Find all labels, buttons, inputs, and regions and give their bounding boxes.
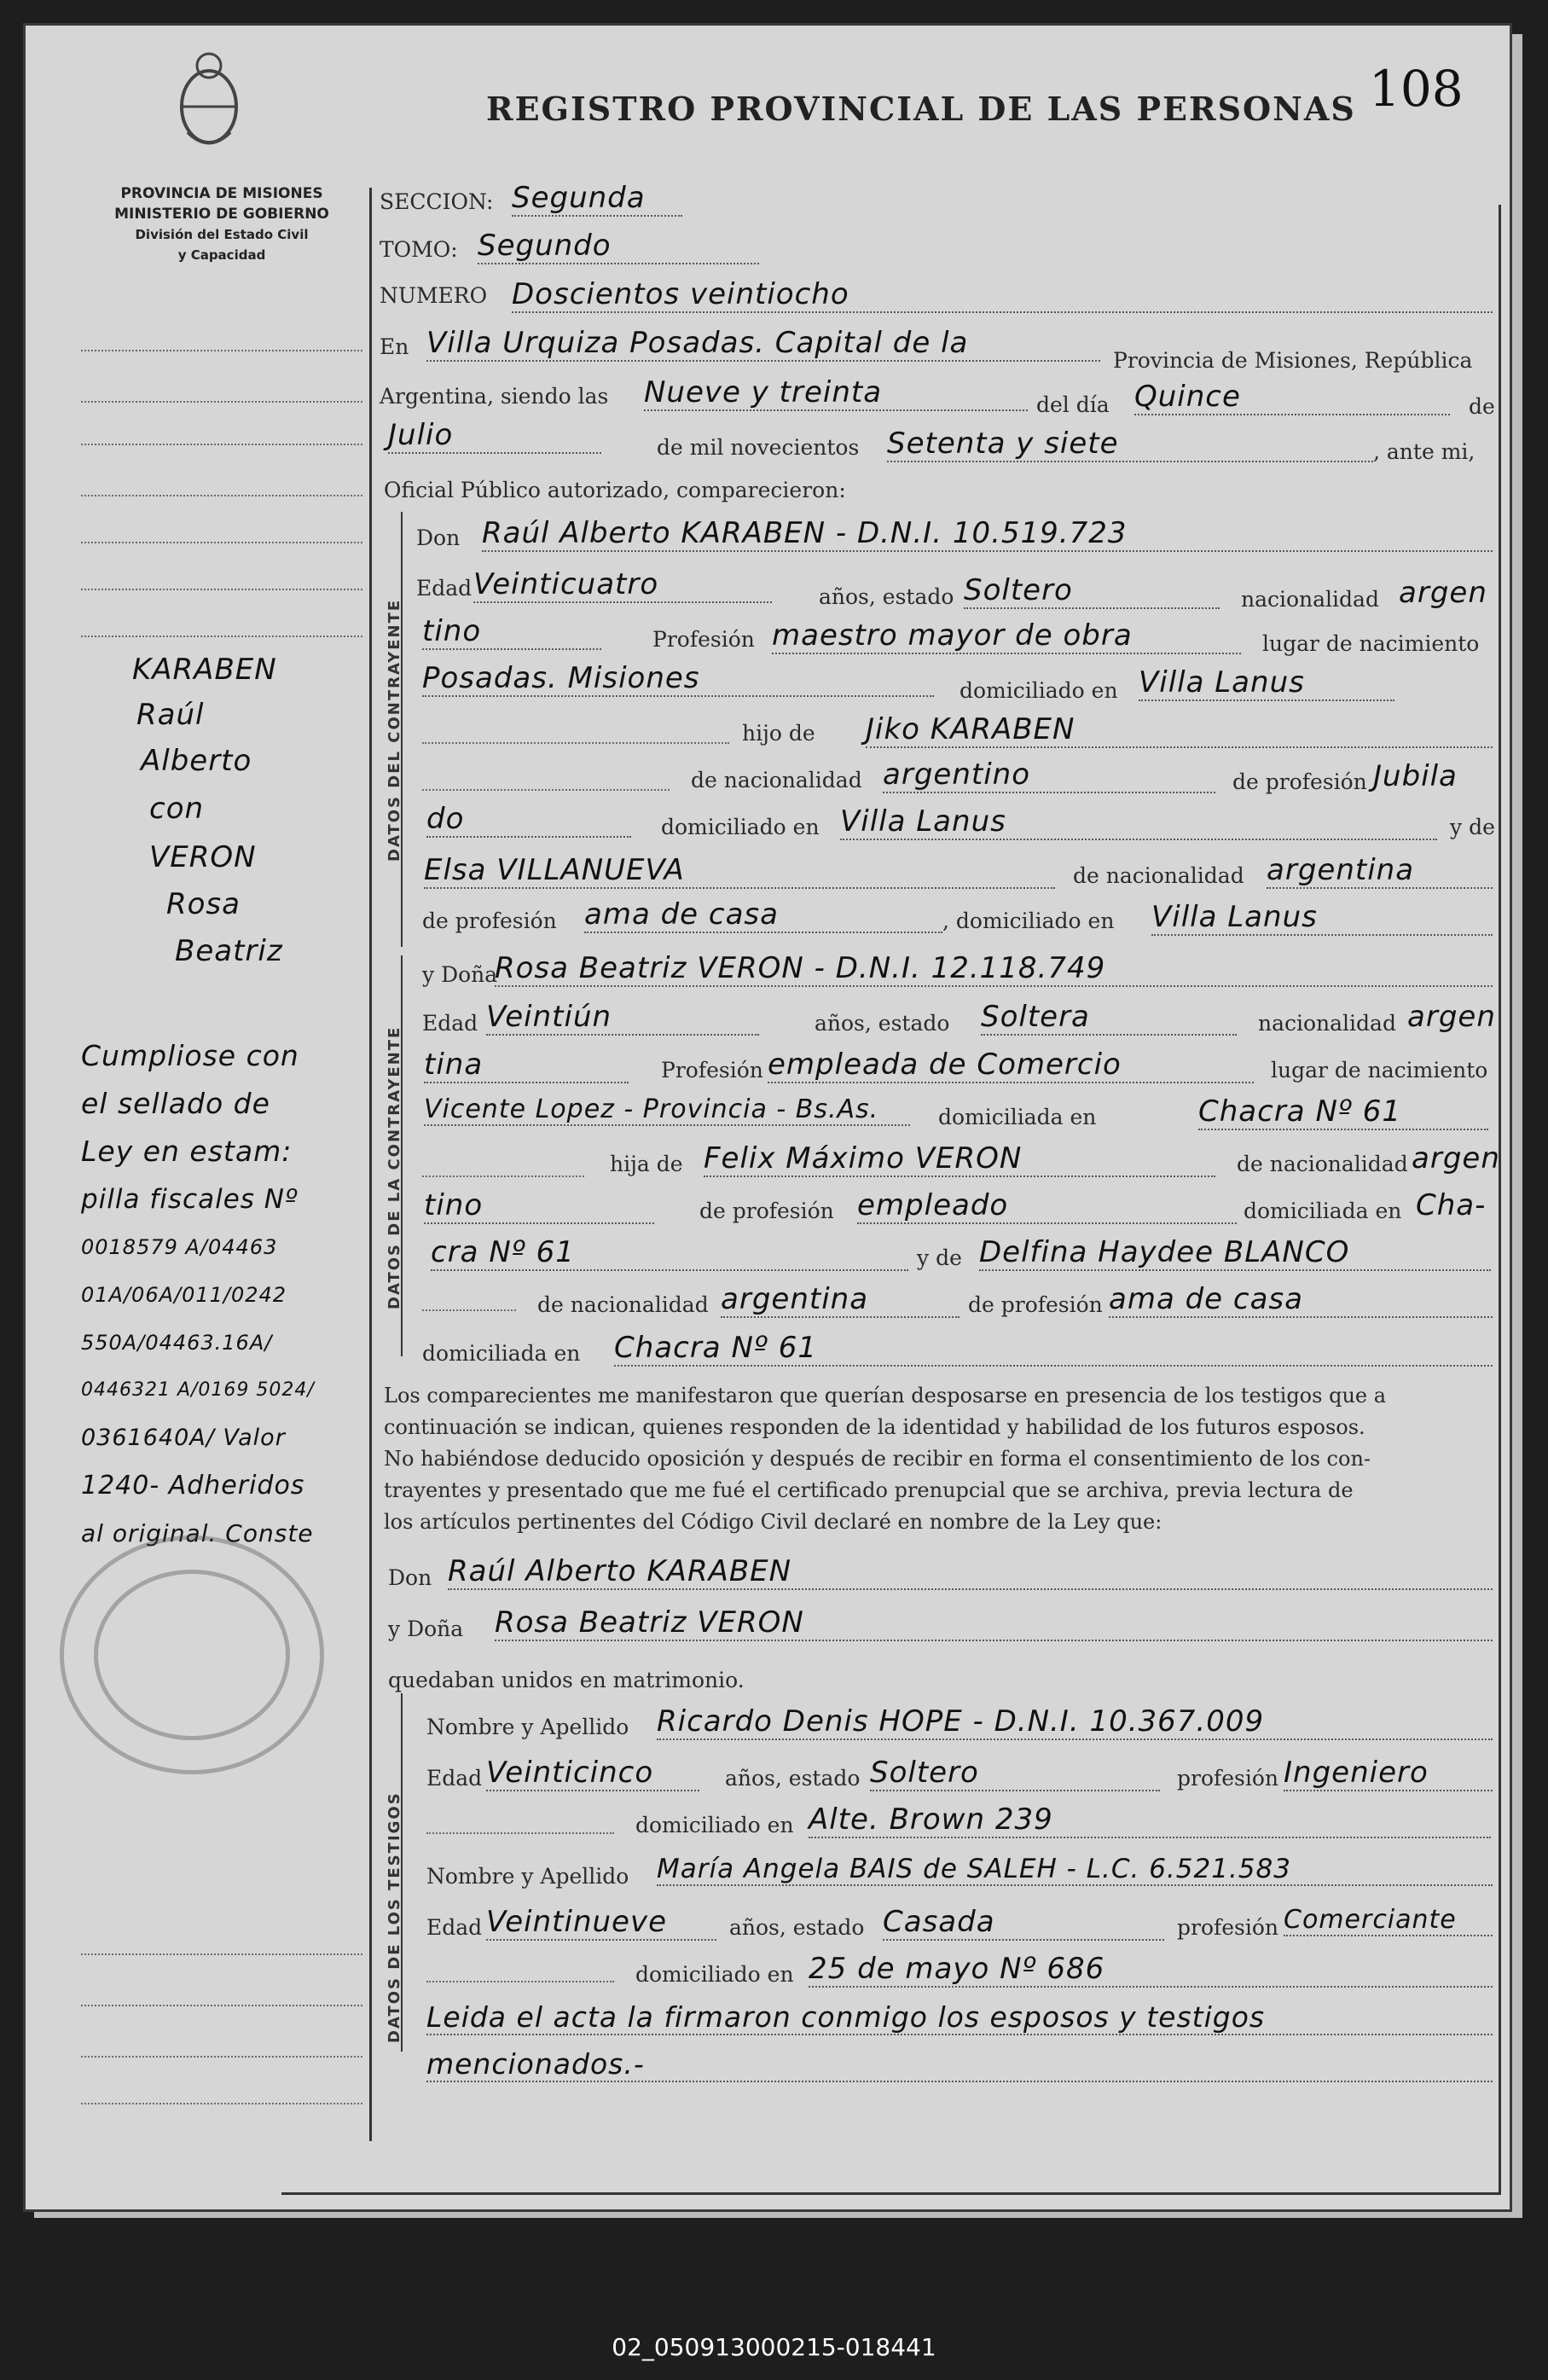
witness2-address: 25 de mayo Nº 686 bbox=[809, 1952, 1493, 1988]
anios-text: años, estado bbox=[815, 1011, 950, 1036]
lugar-nacimiento-label: lugar de nacimiento bbox=[1271, 1058, 1488, 1083]
t2-prof-label: profesión bbox=[1177, 1915, 1279, 1940]
declaration-line: trayentes y presentado que me fué el certificado prenupcial que se archiva, previa lectura de bbox=[384, 1478, 1354, 1502]
dona-label: y Doña bbox=[388, 1617, 464, 1641]
margin-name: Raúl bbox=[136, 698, 205, 732]
mes-value: Julio bbox=[388, 418, 601, 454]
bride-mother-profession: ama de casa bbox=[1109, 1282, 1493, 1318]
del-dia-text: del día bbox=[1036, 392, 1110, 417]
bride-father-address-a: Cha- bbox=[1416, 1188, 1487, 1222]
dona-label: y Doña bbox=[422, 962, 498, 987]
dia-value: Quince bbox=[1134, 380, 1450, 415]
margin-surname: VERON bbox=[149, 840, 257, 874]
madre-dom-label: , domiciliado en bbox=[942, 908, 1115, 933]
y-de-text: y de bbox=[917, 1245, 962, 1270]
edad-label: Edad bbox=[416, 576, 473, 601]
margin-note-line: el sellado de bbox=[81, 1087, 270, 1120]
margin-note-line: 1240- Adheridos bbox=[81, 1471, 305, 1501]
hijo-label: hijo de bbox=[742, 721, 815, 746]
groom-father-profession-b: do bbox=[426, 802, 631, 838]
page-number: 108 bbox=[1369, 60, 1464, 118]
groom-father-nationality: argentino bbox=[883, 758, 1215, 793]
blank-line bbox=[426, 1981, 614, 1982]
margin-note-line: 0361640A/ Valor bbox=[81, 1425, 286, 1451]
margin-dotted-line bbox=[81, 444, 362, 445]
numero-label: NUMERO bbox=[380, 283, 488, 308]
ministry-line: MINISTERIO DE GOBIERNO bbox=[114, 206, 329, 223]
groom-profession: maestro mayor de obra bbox=[772, 618, 1241, 654]
declaration-line: los artículos pertinentes del Código Civil declaré en nombre de la Ley que: bbox=[384, 1510, 1162, 1534]
nacionalidad-label: nacionalidad bbox=[1241, 587, 1379, 612]
bride-nationality-a: argen bbox=[1407, 1000, 1496, 1034]
margin-connector: con bbox=[149, 792, 205, 826]
declaration-line: continuación se indican, quienes responden de la identidad y habilidad de los futuros esposos. bbox=[384, 1415, 1365, 1439]
argentina-text: Argentina, siendo las bbox=[380, 384, 609, 409]
t2-edad-label: Edad bbox=[426, 1915, 483, 1940]
domiciliado-label: domiciliado en bbox=[960, 678, 1118, 703]
margin-dotted-line bbox=[81, 636, 362, 637]
margin-dotted-line bbox=[81, 401, 362, 403]
groom-mother: Elsa VILLANUEVA bbox=[424, 853, 1055, 889]
padre-nac-label: de nacionalidad bbox=[1237, 1152, 1408, 1176]
profesion-label: Profesión bbox=[652, 627, 755, 652]
bride-father-nationality-a: argen bbox=[1412, 1141, 1500, 1175]
anios-text: años, estado bbox=[819, 584, 954, 609]
groom-father: Jiko KARABEN bbox=[866, 712, 1493, 748]
y-de-text: y de bbox=[1450, 815, 1495, 839]
bride-address: Chacra Nº 61 bbox=[1198, 1094, 1488, 1130]
t1-dom-label: domiciliado en bbox=[635, 1813, 794, 1837]
groom-mother-address: Villa Lanus bbox=[1151, 900, 1493, 936]
bride-father-address-b: cra Nº 61 bbox=[431, 1235, 908, 1271]
padre-prof-label: de profesión bbox=[1232, 769, 1367, 794]
madre-dom-label: domiciliada en bbox=[422, 1341, 581, 1366]
spouse-bride: Rosa Beatriz VERON bbox=[495, 1605, 1493, 1641]
margin-dotted-line bbox=[81, 495, 362, 496]
witness1-profession: Ingeniero bbox=[1284, 1756, 1493, 1791]
witness1-age: Veinticinco bbox=[486, 1756, 699, 1791]
lugar-value: Villa Urquiza Posadas. Capital de la bbox=[426, 326, 1100, 362]
margin-name: Beatriz bbox=[175, 934, 283, 968]
witness2-age: Veintinueve bbox=[486, 1905, 716, 1941]
groom-address: Villa Lanus bbox=[1139, 665, 1394, 701]
witness2-marital-status: Casada bbox=[883, 1905, 1164, 1941]
numero-value: Doscientos veintiocho bbox=[512, 277, 1493, 313]
groom-birthplace: Posadas. Misiones bbox=[422, 661, 934, 697]
margin-note-line: pilla fiscales Nº bbox=[81, 1184, 299, 1215]
t2-anios-text: años, estado bbox=[729, 1915, 865, 1940]
padre-dom-label: domiciliado en bbox=[661, 815, 820, 839]
margin-dotted-line bbox=[81, 542, 362, 543]
margin-note-line: 0446321 A/0169 5024/ bbox=[81, 1379, 315, 1401]
margin-dotted-line bbox=[81, 2056, 362, 2058]
nacionalidad-label: nacionalidad bbox=[1258, 1011, 1396, 1036]
groom-father-address: Villa Lanus bbox=[840, 804, 1437, 840]
margin-note-line: 550A/04463.16A/ bbox=[81, 1331, 273, 1355]
anio-value: Setenta y siete bbox=[887, 427, 1373, 462]
bride-mother-nationality: argentina bbox=[721, 1282, 960, 1318]
oficial-text: Oficial Público autorizado, comparecieron: bbox=[384, 478, 846, 502]
hija-label: hija de bbox=[610, 1152, 683, 1176]
blank-line bbox=[422, 1309, 516, 1311]
margin-dotted-line bbox=[81, 589, 362, 590]
en-label: En bbox=[380, 334, 409, 359]
capacity-line: y Capacidad bbox=[177, 247, 266, 263]
bride-father-nationality-b: tino bbox=[424, 1188, 654, 1224]
official-stamp-inner bbox=[94, 1570, 290, 1740]
t1-anios-text: años, estado bbox=[725, 1766, 861, 1791]
witness1-address: Alte. Brown 239 bbox=[809, 1802, 1491, 1838]
bride-father: Felix Máximo VERON bbox=[704, 1141, 1215, 1177]
groom-father-profession-a: Jubila bbox=[1373, 759, 1458, 793]
seccion-value: Segunda bbox=[512, 181, 682, 217]
spouse-groom: Raúl Alberto KARABEN bbox=[448, 1554, 1493, 1590]
division-line: División del Estado Civil bbox=[135, 227, 309, 242]
bride-name: Rosa Beatriz VERON - D.N.I. 12.118.749 bbox=[495, 951, 1493, 987]
tomo-value: Segundo bbox=[478, 229, 759, 264]
margin-surname: KARABEN bbox=[132, 653, 277, 687]
provincia-text: Provincia de Misiones, República bbox=[1113, 348, 1473, 373]
madre-nac-label: de nacionalidad bbox=[1073, 863, 1244, 888]
margin-note-line: Ley en estam: bbox=[81, 1135, 293, 1168]
blank-line bbox=[422, 789, 670, 791]
don-label: Don bbox=[416, 525, 461, 550]
blank-line bbox=[426, 1832, 614, 1834]
witness2-name: María Angela BAIS de SALEH - L.C. 6.521.583 bbox=[657, 1854, 1493, 1886]
groom-age: Veinticuatro bbox=[473, 567, 772, 603]
province-header bbox=[77, 183, 367, 265]
bride-marital-status: Soltera bbox=[981, 1000, 1237, 1036]
file-identifier: 02_050913000215-018441 bbox=[612, 2333, 936, 2361]
declaration-line: Los comparecientes me manifestaron que querían desposarse en presencia de los testigos que a bbox=[384, 1384, 1387, 1408]
declaration-line: No habiéndose deducido oposición y después de recibir en forma el consentimiento de los con- bbox=[384, 1447, 1371, 1471]
don-label: Don bbox=[388, 1565, 432, 1590]
witness1-name: Ricardo Denis HOPE - D.N.I. 10.367.009 bbox=[657, 1704, 1493, 1740]
mil-text: de mil novecientos bbox=[657, 435, 860, 460]
margin-dotted-line bbox=[81, 2103, 362, 2104]
profesion-label: Profesión bbox=[661, 1058, 763, 1083]
margin-dotted-line bbox=[81, 350, 362, 351]
margin-dotted-line bbox=[81, 1953, 362, 1955]
margin-name: Rosa bbox=[166, 887, 241, 921]
bottom-border bbox=[281, 2192, 1501, 2195]
blank-line bbox=[422, 1175, 584, 1177]
bride-mother: Delfina Haydee BLANCO bbox=[979, 1235, 1491, 1271]
seccion-label: SECCION: bbox=[380, 189, 494, 214]
closing-line-2: mencionados.- bbox=[426, 2047, 1493, 2082]
province-line: PROVINCIA DE MISIONES bbox=[120, 185, 323, 202]
bride-profession: empleada de Comercio bbox=[768, 1048, 1254, 1083]
t1-nombre-label: Nombre y Apellido bbox=[426, 1715, 629, 1739]
quedaban-text: quedaban unidos en matrimonio. bbox=[388, 1668, 745, 1692]
contrayente-side-label: DATOS DE LA CONTRAYENTE bbox=[386, 1025, 403, 1309]
bride-father-profession: empleado bbox=[857, 1188, 1237, 1224]
madre-nac-label: de nacionalidad bbox=[537, 1292, 709, 1317]
right-border bbox=[1499, 205, 1501, 2192]
t1-edad-label: Edad bbox=[426, 1766, 483, 1791]
margin-note bbox=[81, 1032, 371, 1558]
madre-prof-label: de profesión bbox=[968, 1292, 1103, 1317]
t1-prof-label: profesión bbox=[1177, 1766, 1279, 1791]
closing-line-1: Leida el acta la firmaron conmigo los esposos y testigos bbox=[426, 2000, 1493, 2035]
ante-text: , ante mi, bbox=[1373, 439, 1476, 464]
bride-age: Veintiún bbox=[486, 1000, 759, 1036]
coat-of-arms-icon bbox=[171, 47, 247, 158]
bride-nationality-b: tina bbox=[424, 1048, 629, 1083]
margin-dotted-line bbox=[81, 2005, 362, 2006]
document-title: REGISTRO PROVINCIAL DE LAS PERSONAS bbox=[486, 90, 1356, 128]
bride-birthplace: Vicente Lopez - Provincia - Bs.As. bbox=[424, 1094, 910, 1126]
madre-prof-label: de profesión bbox=[422, 908, 557, 933]
declaration-paragraph bbox=[384, 1380, 1510, 1538]
edad-label: Edad bbox=[422, 1011, 478, 1036]
t2-dom-label: domiciliado en bbox=[635, 1962, 794, 1987]
lugar-nacimiento-label: lugar de nacimiento bbox=[1262, 631, 1480, 656]
contrayente-side-label: DATOS DEL CONTRAYENTE bbox=[386, 598, 403, 862]
padre-prof-label: de profesión bbox=[699, 1199, 834, 1223]
hora-value: Nueve y treinta bbox=[644, 375, 1028, 411]
groom-marital-status: Soltero bbox=[964, 573, 1220, 609]
groom-mother-profession: ama de casa bbox=[584, 897, 942, 933]
blank-line bbox=[422, 742, 729, 744]
groom-mother-nationality: argentina bbox=[1267, 853, 1493, 889]
testigos-side-label: DATOS DE LOS TESTIGOS bbox=[386, 1791, 403, 2043]
t2-nombre-label: Nombre y Apellido bbox=[426, 1864, 629, 1889]
domiciliada-label: domiciliada en bbox=[938, 1105, 1097, 1129]
groom-nationality-b: tino bbox=[422, 614, 601, 650]
padre-nac-label: de nacionalidad bbox=[691, 768, 862, 792]
margin-note-line: al original. Conste bbox=[81, 1519, 314, 1547]
de-text: de bbox=[1469, 394, 1495, 419]
witness1-marital-status: Soltero bbox=[870, 1756, 1160, 1791]
groom-nationality-a: argen bbox=[1399, 576, 1487, 610]
padre-dom-label: domiciliada en bbox=[1244, 1199, 1402, 1223]
margin-note-line: Cumpliose con bbox=[81, 1039, 299, 1072]
groom-name: Raúl Alberto KARABEN - D.N.I. 10.519.723 bbox=[482, 516, 1493, 552]
margin-name: Alberto bbox=[141, 744, 252, 778]
bride-mother-address: Chacra Nº 61 bbox=[614, 1331, 1493, 1367]
witness2-profession: Comerciante bbox=[1284, 1905, 1493, 1936]
tomo-label: TOMO: bbox=[380, 237, 458, 262]
margin-note-line: 0018579 A/04463 bbox=[81, 1235, 278, 1259]
margin-note-line: 01A/06A/011/0242 bbox=[81, 1283, 287, 1307]
